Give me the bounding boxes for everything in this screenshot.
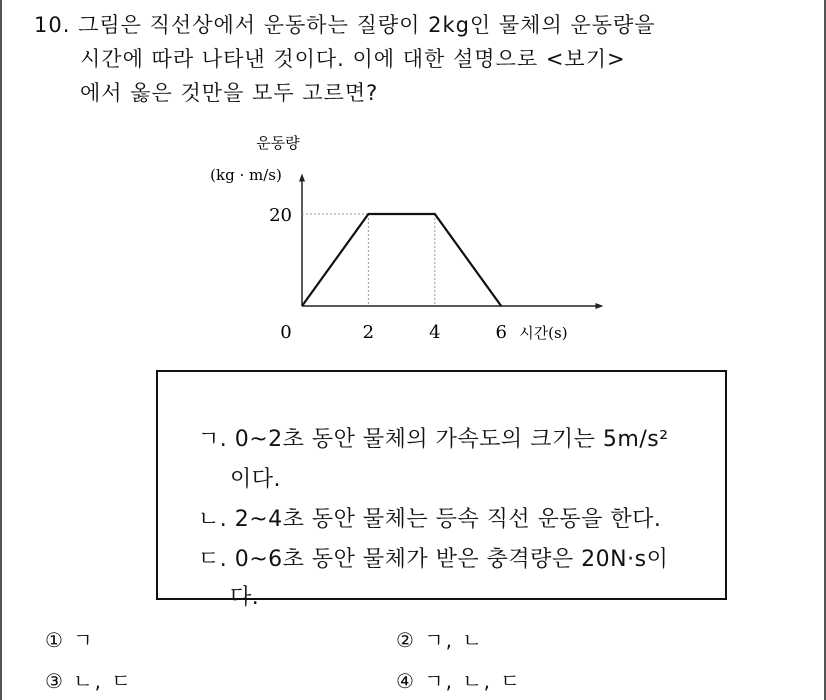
bogi-item-b: ㄴ. 2~4초 동안 물체는 등속 직선 운동을 한다. [198, 507, 662, 532]
question-line: 시간에 따라 나타낸 것이다. 이에 대한 설명으로 <보기> [80, 47, 626, 71]
question-line: 그림은 직선상에서 운동하는 질량이 2kg인 물체의 운동량을 [78, 13, 656, 37]
x-axis-label: 시간(s) [519, 324, 568, 342]
choice-number: ② [396, 628, 416, 652]
choice-text: ㄱ [73, 628, 95, 652]
y-axis-unit: (kg · m/s) [210, 166, 282, 184]
data-line [302, 214, 501, 306]
question-text [34, 8, 656, 110]
x-tick-label: 4 [429, 322, 441, 343]
choice-2[interactable] [396, 624, 484, 653]
bogi-box [156, 370, 727, 610]
question-line: 에서 옳은 것만을 모두 고르면? [80, 81, 379, 105]
x-axis-arrow-icon [595, 303, 603, 309]
choice-4[interactable] [396, 665, 522, 694]
choice-text: ㄱ, ㄴ [424, 628, 484, 652]
x-tick-label: 0 [280, 322, 292, 343]
bogi-item-c: ㄷ. 0~6초 동안 물체가 받은 충격량은 20N·s이 [198, 547, 669, 572]
question-number: 10. [34, 13, 71, 37]
choice-number: ③ [45, 669, 65, 693]
y-axis-arrow-icon [299, 174, 305, 182]
bogi-item-a-cont: 이다. [230, 467, 281, 492]
choice-text: ㄴ, ㄷ [73, 669, 133, 693]
choice-3[interactable] [45, 665, 133, 694]
momentum-time-graph [200, 120, 620, 350]
choice-number: ④ [396, 669, 416, 693]
bogi-item-a: ㄱ. 0~2초 동안 물체의 가속도의 크기는 5m/s² [198, 427, 669, 452]
y-tick-label: 20 [269, 205, 292, 226]
x-tick-label: 6 [495, 322, 507, 343]
choice-text: ㄱ, ㄴ, ㄷ [424, 669, 522, 693]
choice-1[interactable] [45, 624, 95, 653]
choice-number: ① [45, 628, 65, 652]
x-tick-label: 2 [362, 322, 375, 343]
y-axis-label: 운동량 [256, 134, 300, 152]
bogi-item-c-cont: 다. [230, 585, 260, 610]
